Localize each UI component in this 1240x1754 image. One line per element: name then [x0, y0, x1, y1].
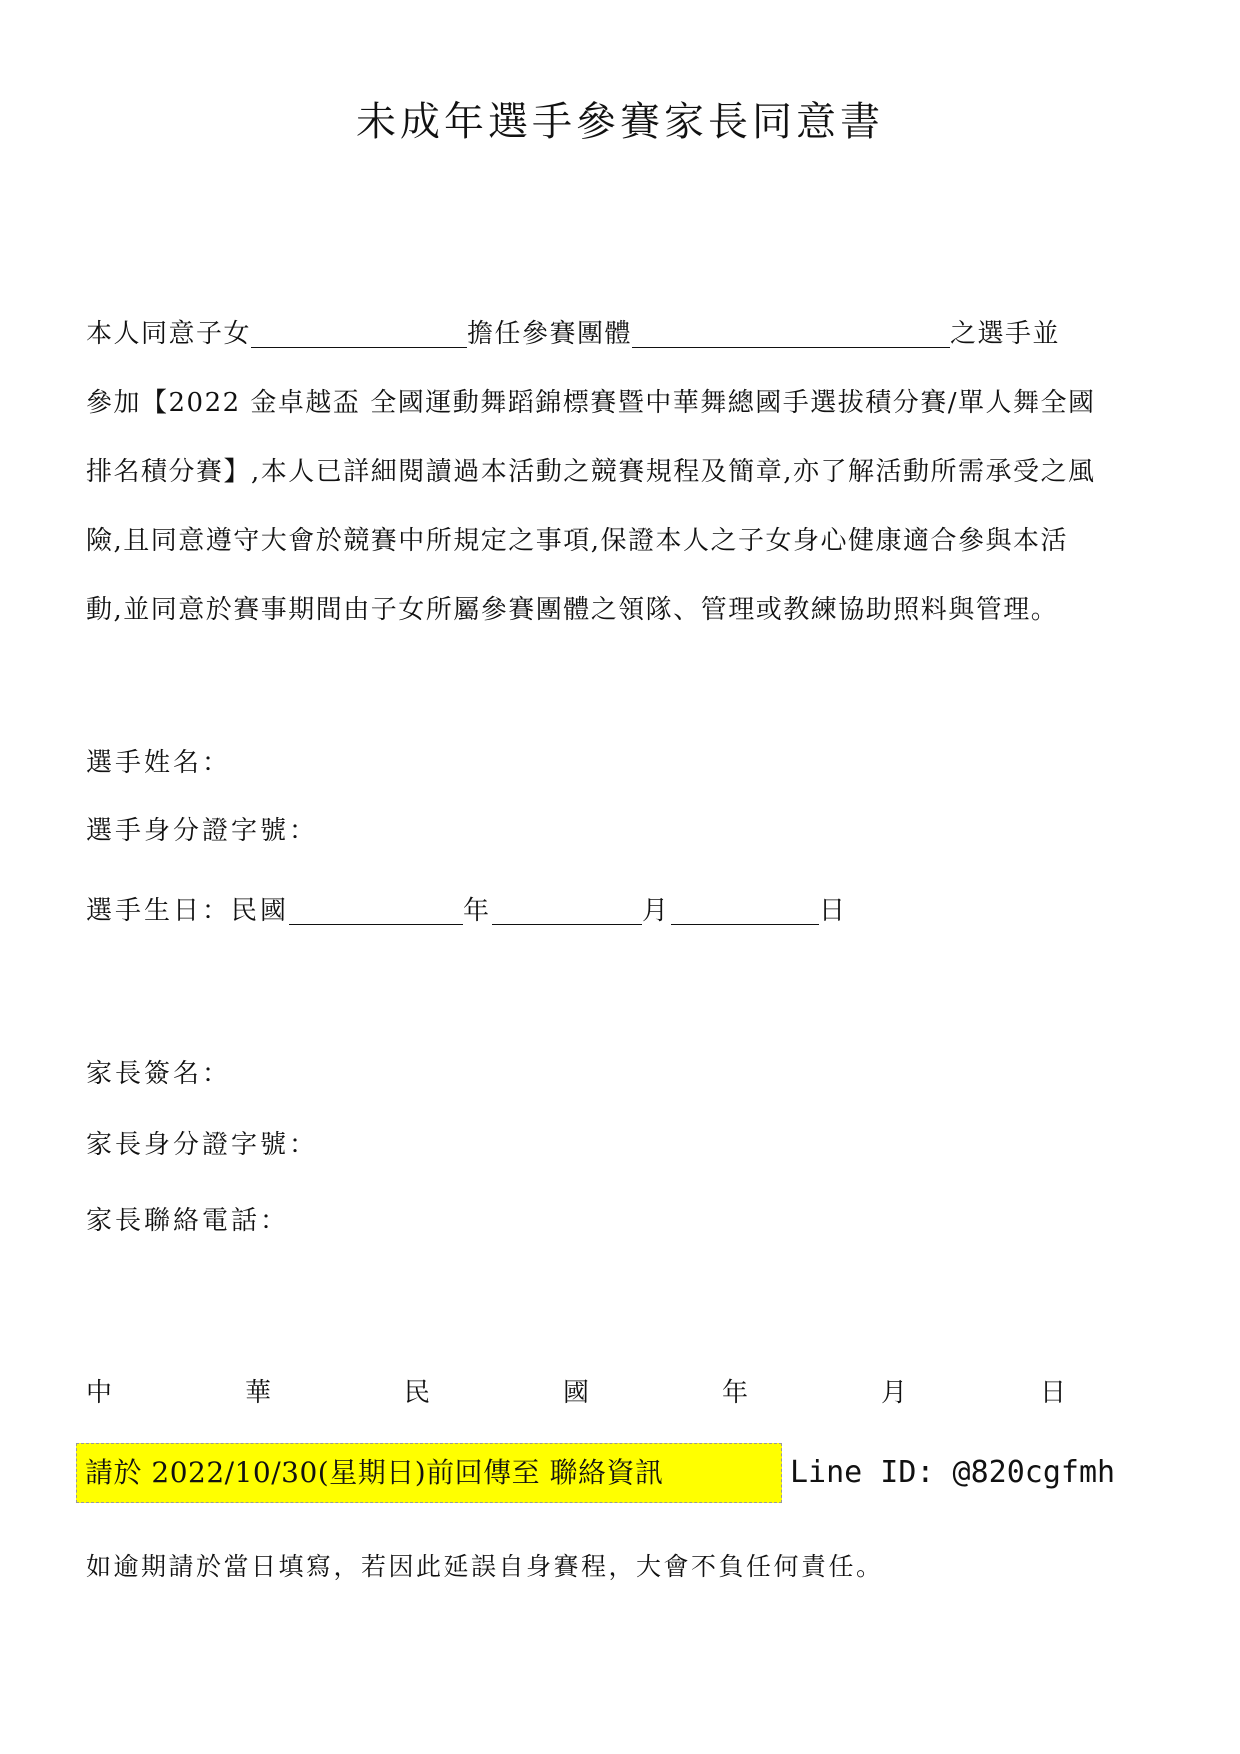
date-char-min: 民: [404, 1378, 431, 1408]
athlete-id-field: 選手身分證字號：: [86, 816, 319, 846]
date-char-zhong: 中: [86, 1378, 113, 1408]
consent-line-4: 險,且同意遵守大會於競賽中所規定之事項,保證本人之子女身心健康適合參與本活: [86, 526, 1069, 556]
date-char-month: 月: [881, 1378, 908, 1408]
late-submission-footnote: 如逾期請於當日填寫，若因此延誤自身賽程，大會不負任何責任。: [86, 1552, 884, 1581]
consent-paragraph: [86, 300, 1156, 645]
parent-id-field: 家長身分證字號：: [86, 1130, 319, 1160]
date-char-guo: 國: [563, 1378, 590, 1408]
athlete-birthday-label: 選手生日：民國: [86, 896, 290, 926]
birth-month-label: 月: [642, 896, 672, 926]
birth-year-label: 年: [463, 896, 493, 926]
birth-month-blank[interactable]: [492, 894, 642, 925]
birth-day-label: 日: [819, 896, 849, 926]
document-title: 未成年選手參賽家長同意書: [356, 99, 884, 145]
child-name-blank[interactable]: [251, 317, 467, 348]
athlete-birthday-field: [86, 893, 848, 929]
consent-line-1-part-b: 擔任參賽團體: [467, 319, 633, 349]
date-char-hua: 華: [245, 1378, 272, 1408]
consent-line-3: 排名積分賽】,本人已詳細閱讀過本活動之競賽規程及簡章,亦了解活動所需承受之風: [86, 457, 1096, 487]
line-contact-id: Line ID: @820cgfmh: [790, 1455, 1116, 1490]
deadline-notice-highlight: 請於 2022/10/30(星期日)前回傳至 聯絡資訊: [76, 1443, 782, 1503]
consent-line-5: 動,並同意於賽事期間由子女所屬參賽團體之領隊、管理或教練協助照料與管理。: [86, 595, 1059, 625]
consent-line-2: 參加【2022 金卓越盃 全國運動舞蹈錦標賽暨中華舞總國手選拔積分賽/單人舞全國: [86, 388, 1096, 418]
parent-phone-field: 家長聯絡電話：: [86, 1206, 290, 1236]
birth-day-blank[interactable]: [671, 894, 819, 925]
birth-year-blank[interactable]: [289, 894, 463, 925]
parent-signature-field: 家長簽名：: [86, 1059, 232, 1089]
athlete-name-field: 選手姓名：: [86, 748, 232, 778]
consent-line-1-part-a: 本人同意子女: [86, 319, 252, 349]
date-char-year: 年: [722, 1378, 749, 1408]
team-name-blank[interactable]: [632, 317, 950, 348]
consent-line-1: [86, 300, 1156, 369]
date-char-day: 日: [1040, 1378, 1067, 1408]
consent-line-1-part-c: 之選手並: [950, 319, 1061, 349]
